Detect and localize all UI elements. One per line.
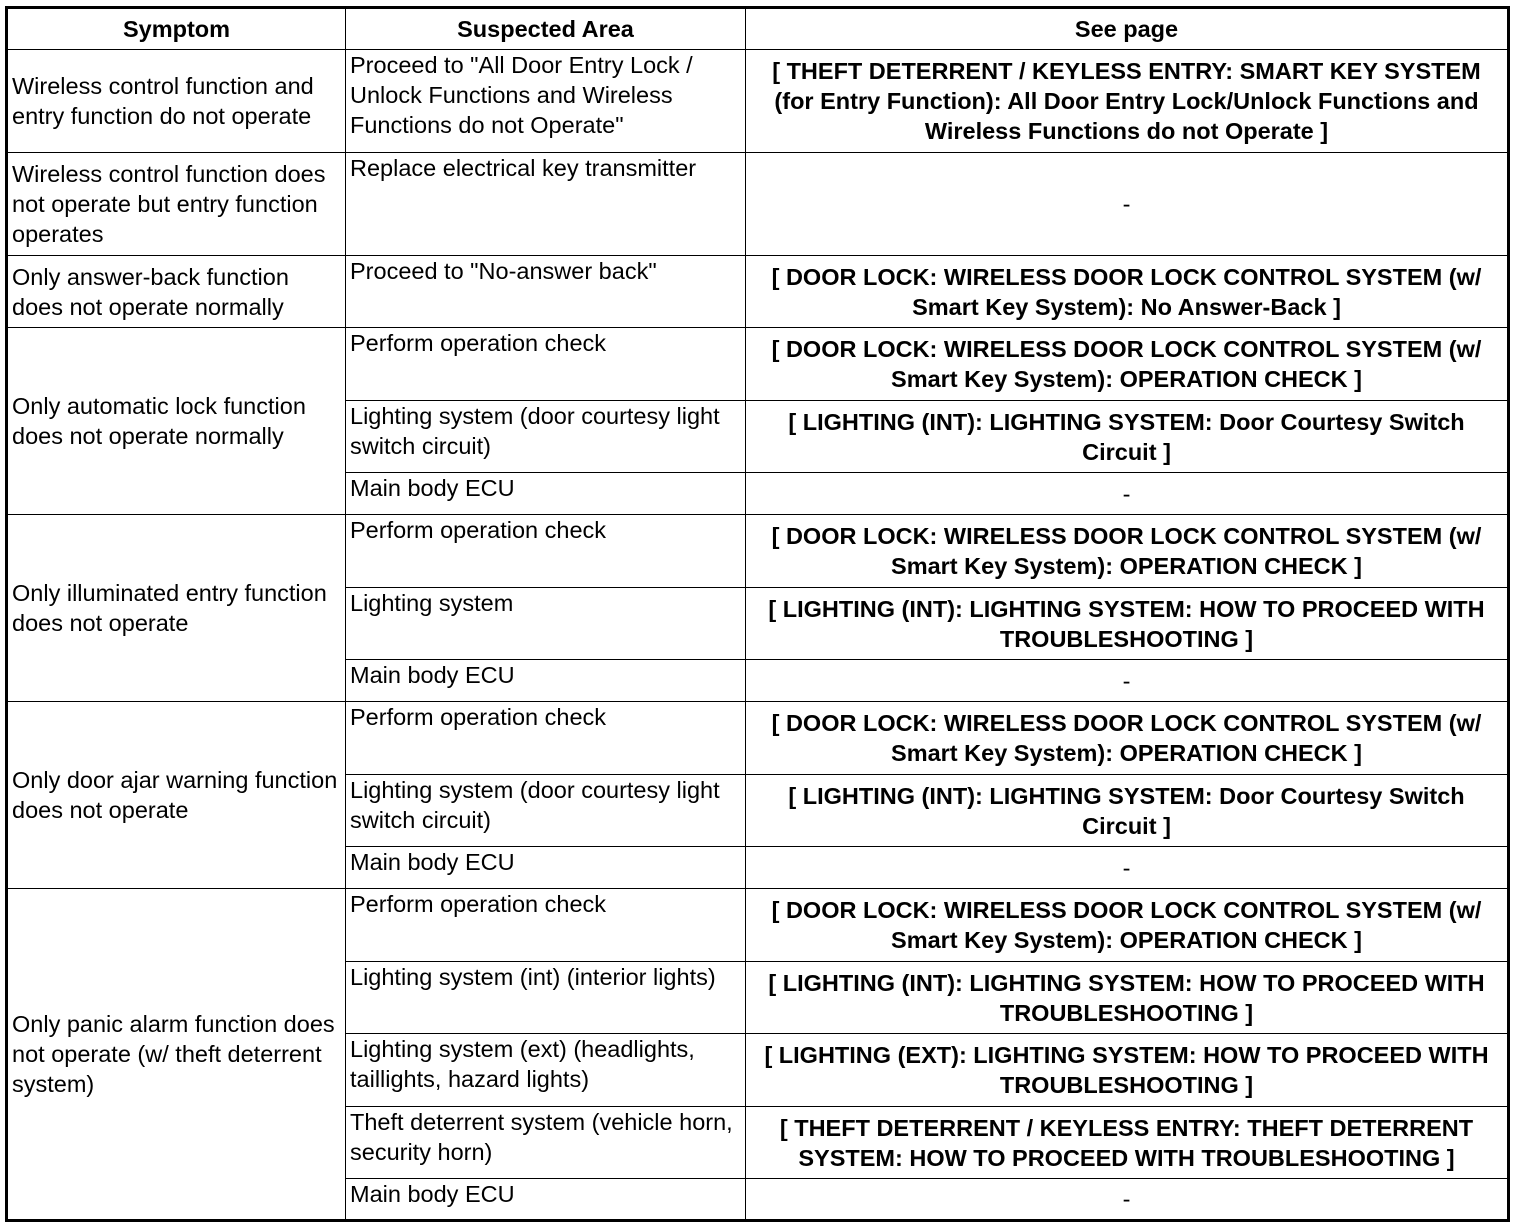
suspected-area-cell: Perform operation check [346, 328, 746, 401]
header-row [7, 8, 1509, 50]
table-row [7, 50, 1509, 153]
symptom-cell: Only panic alarm function does not operate (w/ theft deterrent system) [7, 889, 346, 1221]
symptom-cell: Only illuminated entry function does not operate [7, 515, 346, 702]
suspected-area-cell: Main body ECU [346, 660, 746, 702]
header-symptom: Symptom [7, 8, 346, 50]
suspected-area-cell: Main body ECU [346, 473, 746, 515]
suspected-area-cell: Theft deterrent system (vehicle horn, security horn) [346, 1107, 746, 1179]
see-page-cell: [ LIGHTING (INT): LIGHTING SYSTEM: Door Courtesy Switch Circuit ] [746, 401, 1509, 473]
symptom-cell: Wireless control function does not operate but entry function operates [7, 153, 346, 256]
see-page-cell: [ THEFT DETERRENT / KEYLESS ENTRY: THEFT DETERRENT SYSTEM: HOW TO PROCEED WITH TROUBLESHOOTING ] [746, 1107, 1509, 1179]
see-page-cell: - [746, 473, 1509, 515]
table-row [7, 889, 1509, 962]
table-body [7, 50, 1509, 1221]
see-page-cell: [ DOOR LOCK: WIRELESS DOOR LOCK CONTROL SYSTEM (w/ Smart Key System): OPERATION CHECK ] [746, 889, 1509, 962]
suspected-area-cell: Lighting system (door courtesy light switch circuit) [346, 401, 746, 473]
suspected-area-cell: Lighting system (int) (interior lights) [346, 962, 746, 1034]
suspected-area-cell: Main body ECU [346, 847, 746, 889]
table-row [7, 153, 1509, 256]
see-page-cell: [ LIGHTING (INT): LIGHTING SYSTEM: Door Courtesy Switch Circuit ] [746, 775, 1509, 847]
table-row [7, 702, 1509, 775]
symptom-cell: Only door ajar warning function does not operate [7, 702, 346, 889]
symptom-cell: Only answer-back function does not operate normally [7, 256, 346, 328]
suspected-area-cell: Proceed to "All Door Entry Lock / Unlock Functions and Wireless Functions do not Operate" [346, 50, 746, 153]
see-page-cell: [ LIGHTING (INT): LIGHTING SYSTEM: HOW TO PROCEED WITH TROUBLESHOOTING ] [746, 588, 1509, 660]
see-page-cell: [ THEFT DETERRENT / KEYLESS ENTRY: SMART KEY SYSTEM (for Entry Function): All Door Entry Lock/Unlock Functions and Wireless Functions do not Operate ] [746, 50, 1509, 153]
see-page-cell: [ LIGHTING (EXT): LIGHTING SYSTEM: HOW TO PROCEED WITH TROUBLESHOOTING ] [746, 1034, 1509, 1107]
suspected-area-cell: Lighting system [346, 588, 746, 660]
header-see-page: See page [746, 8, 1509, 50]
table-row [7, 515, 1509, 588]
see-page-cell: [ DOOR LOCK: WIRELESS DOOR LOCK CONTROL SYSTEM (w/ Smart Key System): OPERATION CHECK ] [746, 328, 1509, 401]
suspected-area-cell: Perform operation check [346, 515, 746, 588]
suspected-area-cell: Main body ECU [346, 1179, 746, 1221]
see-page-cell: [ LIGHTING (INT): LIGHTING SYSTEM: HOW TO PROCEED WITH TROUBLESHOOTING ] [746, 962, 1509, 1034]
suspected-area-cell: Lighting system (door courtesy light switch circuit) [346, 775, 746, 847]
symptom-cell: Wireless control function and entry function do not operate [7, 50, 346, 153]
table-row [7, 256, 1509, 328]
see-page-cell: [ DOOR LOCK: WIRELESS DOOR LOCK CONTROL SYSTEM (w/ Smart Key System): OPERATION CHECK ] [746, 515, 1509, 588]
see-page-cell: [ DOOR LOCK: WIRELESS DOOR LOCK CONTROL SYSTEM (w/ Smart Key System): OPERATION CHECK ] [746, 702, 1509, 775]
symptom-cell: Only automatic lock function does not operate normally [7, 328, 346, 515]
suspected-area-cell: Perform operation check [346, 889, 746, 962]
see-page-cell: - [746, 847, 1509, 889]
header-suspected-area: Suspected Area [346, 8, 746, 50]
suspected-area-cell: Lighting system (ext) (headlights, taillights, hazard lights) [346, 1034, 746, 1107]
see-page-cell: [ DOOR LOCK: WIRELESS DOOR LOCK CONTROL SYSTEM (w/ Smart Key System): No Answer-Back ] [746, 256, 1509, 328]
see-page-cell: - [746, 153, 1509, 256]
troubleshooting-table [5, 6, 1510, 1222]
suspected-area-cell: Perform operation check [346, 702, 746, 775]
table-row [7, 328, 1509, 401]
suspected-area-cell: Replace electrical key transmitter [346, 153, 746, 256]
see-page-cell: - [746, 1179, 1509, 1221]
suspected-area-cell: Proceed to "No-answer back" [346, 256, 746, 328]
see-page-cell: - [746, 660, 1509, 702]
